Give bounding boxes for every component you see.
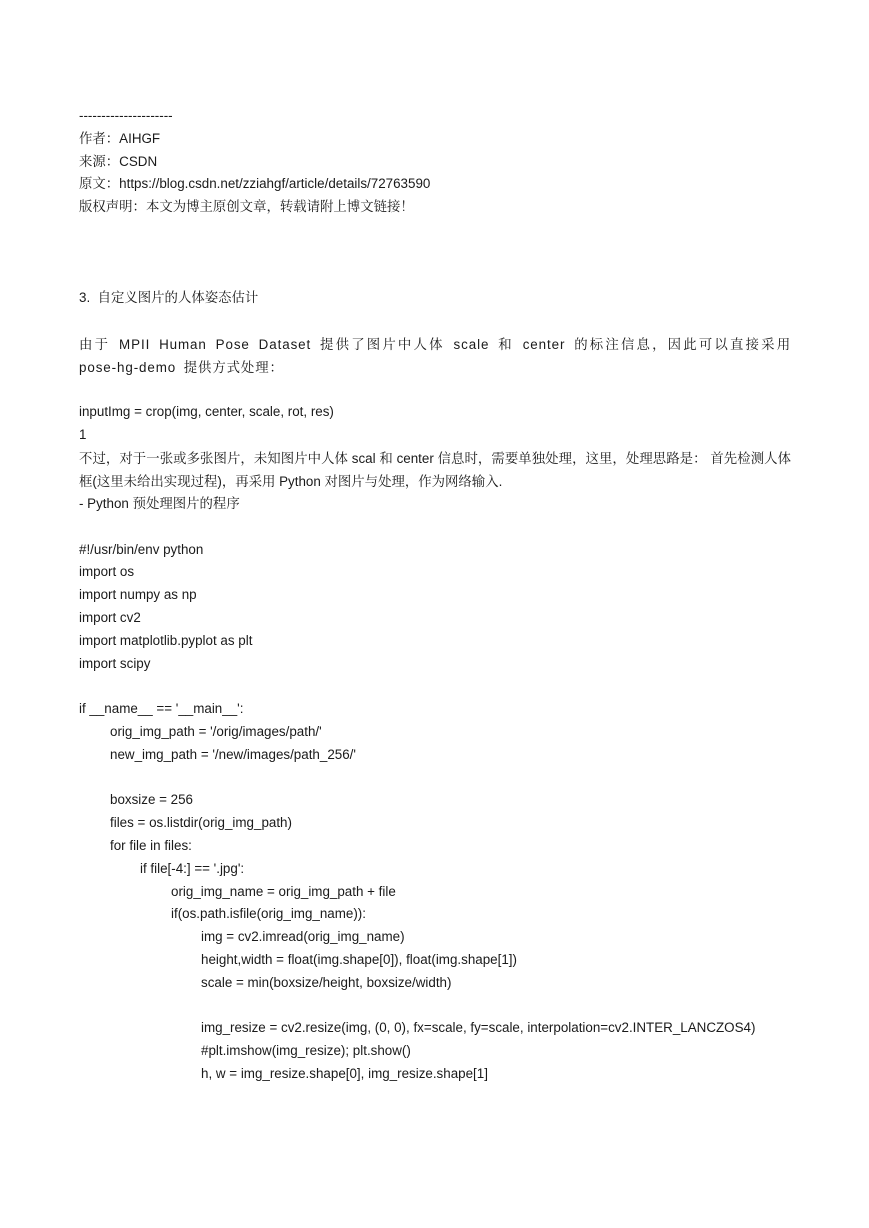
spacer — [79, 219, 791, 287]
code-line: orig_img_name = orig_img_path + file — [171, 883, 396, 899]
code-line: files = os.listdir(orig_img_path) — [110, 815, 292, 831]
code-line: new_img_path = '/new/images/path_256/' — [110, 746, 356, 762]
code-line: if(os.path.isfile(orig_img_name)): — [171, 906, 366, 922]
code-line: import scipy — [79, 655, 151, 671]
source-line: 来源：CSDN — [79, 153, 158, 169]
code-line: import matplotlib.pyplot as plt — [79, 632, 253, 648]
spacer — [79, 767, 791, 790]
code-line: boxsize = 256 — [110, 792, 194, 808]
spacer — [79, 675, 791, 698]
separator-line: --------------------- — [79, 108, 173, 123]
note-paragraph: 不过，对于一张或多张图片，未知图片中人体 scal 和 center 信息时，需要单独处理，这里，处理思路是： 首先检测人体框(这里未给出实现过程)，再采用 Python 对图片与处理，作为网络输入. — [79, 450, 791, 489]
code-line: orig_img_path = '/orig/images/path/' — [110, 723, 322, 739]
intro-paragraph: 由于 MPII Human Pose Dataset 提供了图片中人体 scale 和 center 的标注信息，因此可以直接采用 pose-hg-demo 提供方式处理： — [79, 336, 791, 375]
crop-code-line: inputImg = crop(img, center, scale, rot, res) — [79, 404, 334, 420]
original-link-line: 原文：https://blog.csdn.net/zziahgf/article/details/72763590 — [79, 176, 431, 192]
code-block — [79, 539, 791, 1086]
code-line: scale = min(boxsize/height, boxsize/width) — [201, 974, 452, 990]
code-line: for file in files: — [110, 837, 192, 853]
code-line: if __name__ == '__main__': — [79, 701, 244, 717]
spacer — [79, 379, 791, 402]
spacer — [79, 995, 791, 1018]
code-line: #!/usr/bin/env python — [79, 541, 204, 557]
bullet-line: - Python 预处理图片的程序 — [79, 495, 240, 511]
code-line-number: 1 — [79, 427, 87, 443]
code-line: height,width = float(img.shape[0]), float(img.shape[1]) — [201, 951, 517, 967]
code-line: #plt.imshow(img_resize); plt.show() — [201, 1043, 411, 1059]
code-line: import cv2 — [79, 609, 141, 625]
code-line: img_resize = cv2.resize(img, (0, 0), fx=scale, fy=scale, interpolation=cv2.INTER_LANCZOS4) — [201, 1020, 756, 1036]
section-heading: 3. 自定义图片的人体姿态估计 — [79, 289, 259, 305]
code-line: import numpy as np — [79, 587, 197, 603]
spacer — [79, 310, 791, 333]
code-line: if file[-4:] == '.jpg': — [140, 860, 245, 876]
code-line: import os — [79, 564, 135, 580]
document-page — [79, 105, 791, 1086]
code-line: img = cv2.imread(orig_img_name) — [201, 929, 405, 945]
copyright-line: 版权声明：本文为博主原创文章，转载请附上博文链接！ — [79, 199, 414, 215]
code-line: h, w = img_resize.shape[0], img_resize.shape[1] — [201, 1065, 488, 1081]
author-line: 作者：AIHGF — [79, 130, 161, 146]
spacer — [79, 516, 791, 539]
